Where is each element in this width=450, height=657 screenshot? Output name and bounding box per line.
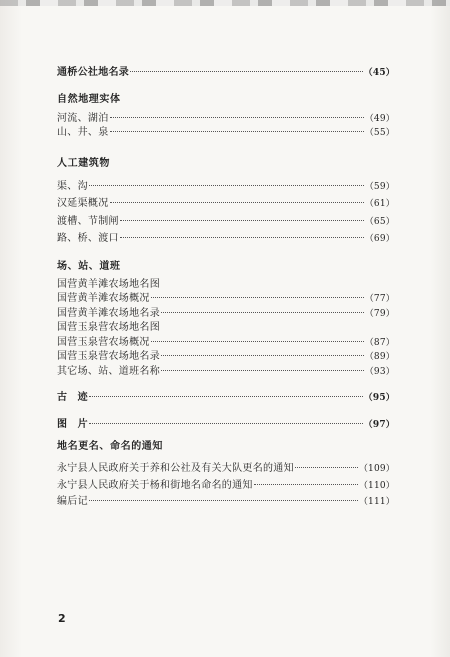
toc-entry bbox=[57, 292, 395, 307]
toc-entry-page: （89） bbox=[364, 352, 395, 362]
toc-entry-title: 汉延渠概况 bbox=[57, 198, 109, 209]
toc-entry-page: （110） bbox=[358, 480, 395, 491]
toc-entry bbox=[57, 307, 395, 322]
toc-entry bbox=[57, 126, 395, 141]
toc-section-heading: 场、站、道班 bbox=[57, 260, 121, 272]
toc-entry-title: 古 迹 bbox=[57, 392, 88, 403]
toc-entry bbox=[57, 197, 395, 212]
toc-leader bbox=[110, 131, 364, 132]
toc-leader bbox=[295, 467, 358, 468]
toc-entry-page: （87） bbox=[364, 337, 395, 348]
toc-entry-title: 编后记 bbox=[57, 496, 88, 507]
toc-entry bbox=[57, 321, 395, 336]
table-of-contents bbox=[57, 66, 395, 510]
toc-entry bbox=[57, 232, 395, 247]
toc-entry-page: （109） bbox=[358, 464, 395, 474]
toc-entry-title: 国营黄羊滩农场概况 bbox=[57, 293, 150, 304]
toc-entry bbox=[57, 350, 395, 365]
toc-entry-page: （95） bbox=[363, 393, 395, 403]
toc-section-heading: 地名更名、命名的通知 bbox=[57, 441, 163, 452]
toc-entry-title: 渡槽、节制闸 bbox=[57, 215, 119, 227]
toc-entry-title: 国营玉泉营农场概况 bbox=[57, 336, 150, 348]
toc-entry-title: 国营玉泉营农场地名录 bbox=[57, 351, 160, 362]
toc-entry bbox=[57, 462, 395, 477]
toc-entry bbox=[57, 180, 395, 195]
toc-leader bbox=[110, 202, 364, 203]
toc-entry bbox=[57, 391, 395, 406]
toc-entry bbox=[57, 479, 395, 494]
toc-entry bbox=[57, 112, 395, 127]
toc-entry bbox=[57, 336, 395, 351]
toc-entry bbox=[57, 66, 395, 81]
toc-entry-title: 国营黄羊滩农场地名录 bbox=[57, 307, 160, 319]
toc-entry-page: （49） bbox=[364, 113, 395, 124]
toc-entry-title: 渠、沟 bbox=[57, 180, 88, 192]
toc-leader bbox=[161, 355, 364, 356]
toc-leader bbox=[89, 423, 363, 424]
toc-leader bbox=[254, 484, 358, 485]
toc-leader bbox=[161, 370, 364, 371]
toc-section-heading: 自然地理实体 bbox=[57, 93, 121, 105]
toc-entry-page: （69） bbox=[364, 234, 395, 244]
toc-entry-title: 国营黄羊滩农场地名图 bbox=[57, 278, 160, 290]
toc-entry-page: （111） bbox=[358, 497, 395, 507]
toc-entry-page: （93） bbox=[364, 366, 395, 377]
toc-entry bbox=[57, 215, 395, 230]
toc-leader bbox=[151, 341, 364, 342]
toc-section-heading: 人工建筑物 bbox=[57, 157, 110, 169]
toc-entry-title: 通桥公社地名录 bbox=[57, 67, 130, 78]
toc-entry-page: （61） bbox=[364, 199, 395, 209]
toc-leader bbox=[120, 220, 364, 221]
toc-entry-page: （79） bbox=[364, 308, 395, 319]
toc-leader bbox=[89, 396, 363, 397]
toc-leader bbox=[110, 117, 364, 118]
toc-entry-title: 路、桥、渡口 bbox=[57, 233, 119, 244]
toc-leader bbox=[89, 500, 358, 501]
toc-leader bbox=[120, 237, 364, 238]
toc-entry-title: 图 片 bbox=[57, 418, 88, 430]
toc-entry-page: （97） bbox=[363, 419, 395, 430]
toc-entry bbox=[57, 418, 395, 433]
toc-entry-page: （45） bbox=[363, 68, 395, 78]
toc-entry-title: 山、井、泉 bbox=[57, 127, 109, 138]
toc-entry-page: （65） bbox=[364, 216, 395, 227]
toc-entry-title: 永宁县人民政府关于杨和街地名命名的通知 bbox=[57, 479, 253, 491]
toc-entry-page: （59） bbox=[364, 181, 395, 192]
toc-entry bbox=[57, 495, 395, 510]
page-number: 2 bbox=[58, 612, 66, 625]
toc-entry-title: 其它场、站、道班名称 bbox=[57, 365, 160, 377]
scan-top-edge bbox=[0, 0, 450, 6]
toc-entry bbox=[57, 365, 395, 380]
toc-entry-title: 国营玉泉营农场地名图 bbox=[57, 322, 160, 333]
toc-entry bbox=[57, 278, 395, 293]
toc-leader bbox=[151, 297, 364, 298]
toc-leader bbox=[89, 185, 364, 186]
toc-leader bbox=[130, 71, 363, 72]
toc-leader bbox=[161, 312, 364, 313]
toc-entry-title: 永宁县人民政府关于养和公社及有关大队更名的通知 bbox=[57, 463, 294, 474]
toc-entry-page: （55） bbox=[364, 128, 395, 138]
toc-entry-page: （77） bbox=[364, 294, 395, 304]
toc-entry-title: 河流、湖泊 bbox=[57, 112, 109, 124]
